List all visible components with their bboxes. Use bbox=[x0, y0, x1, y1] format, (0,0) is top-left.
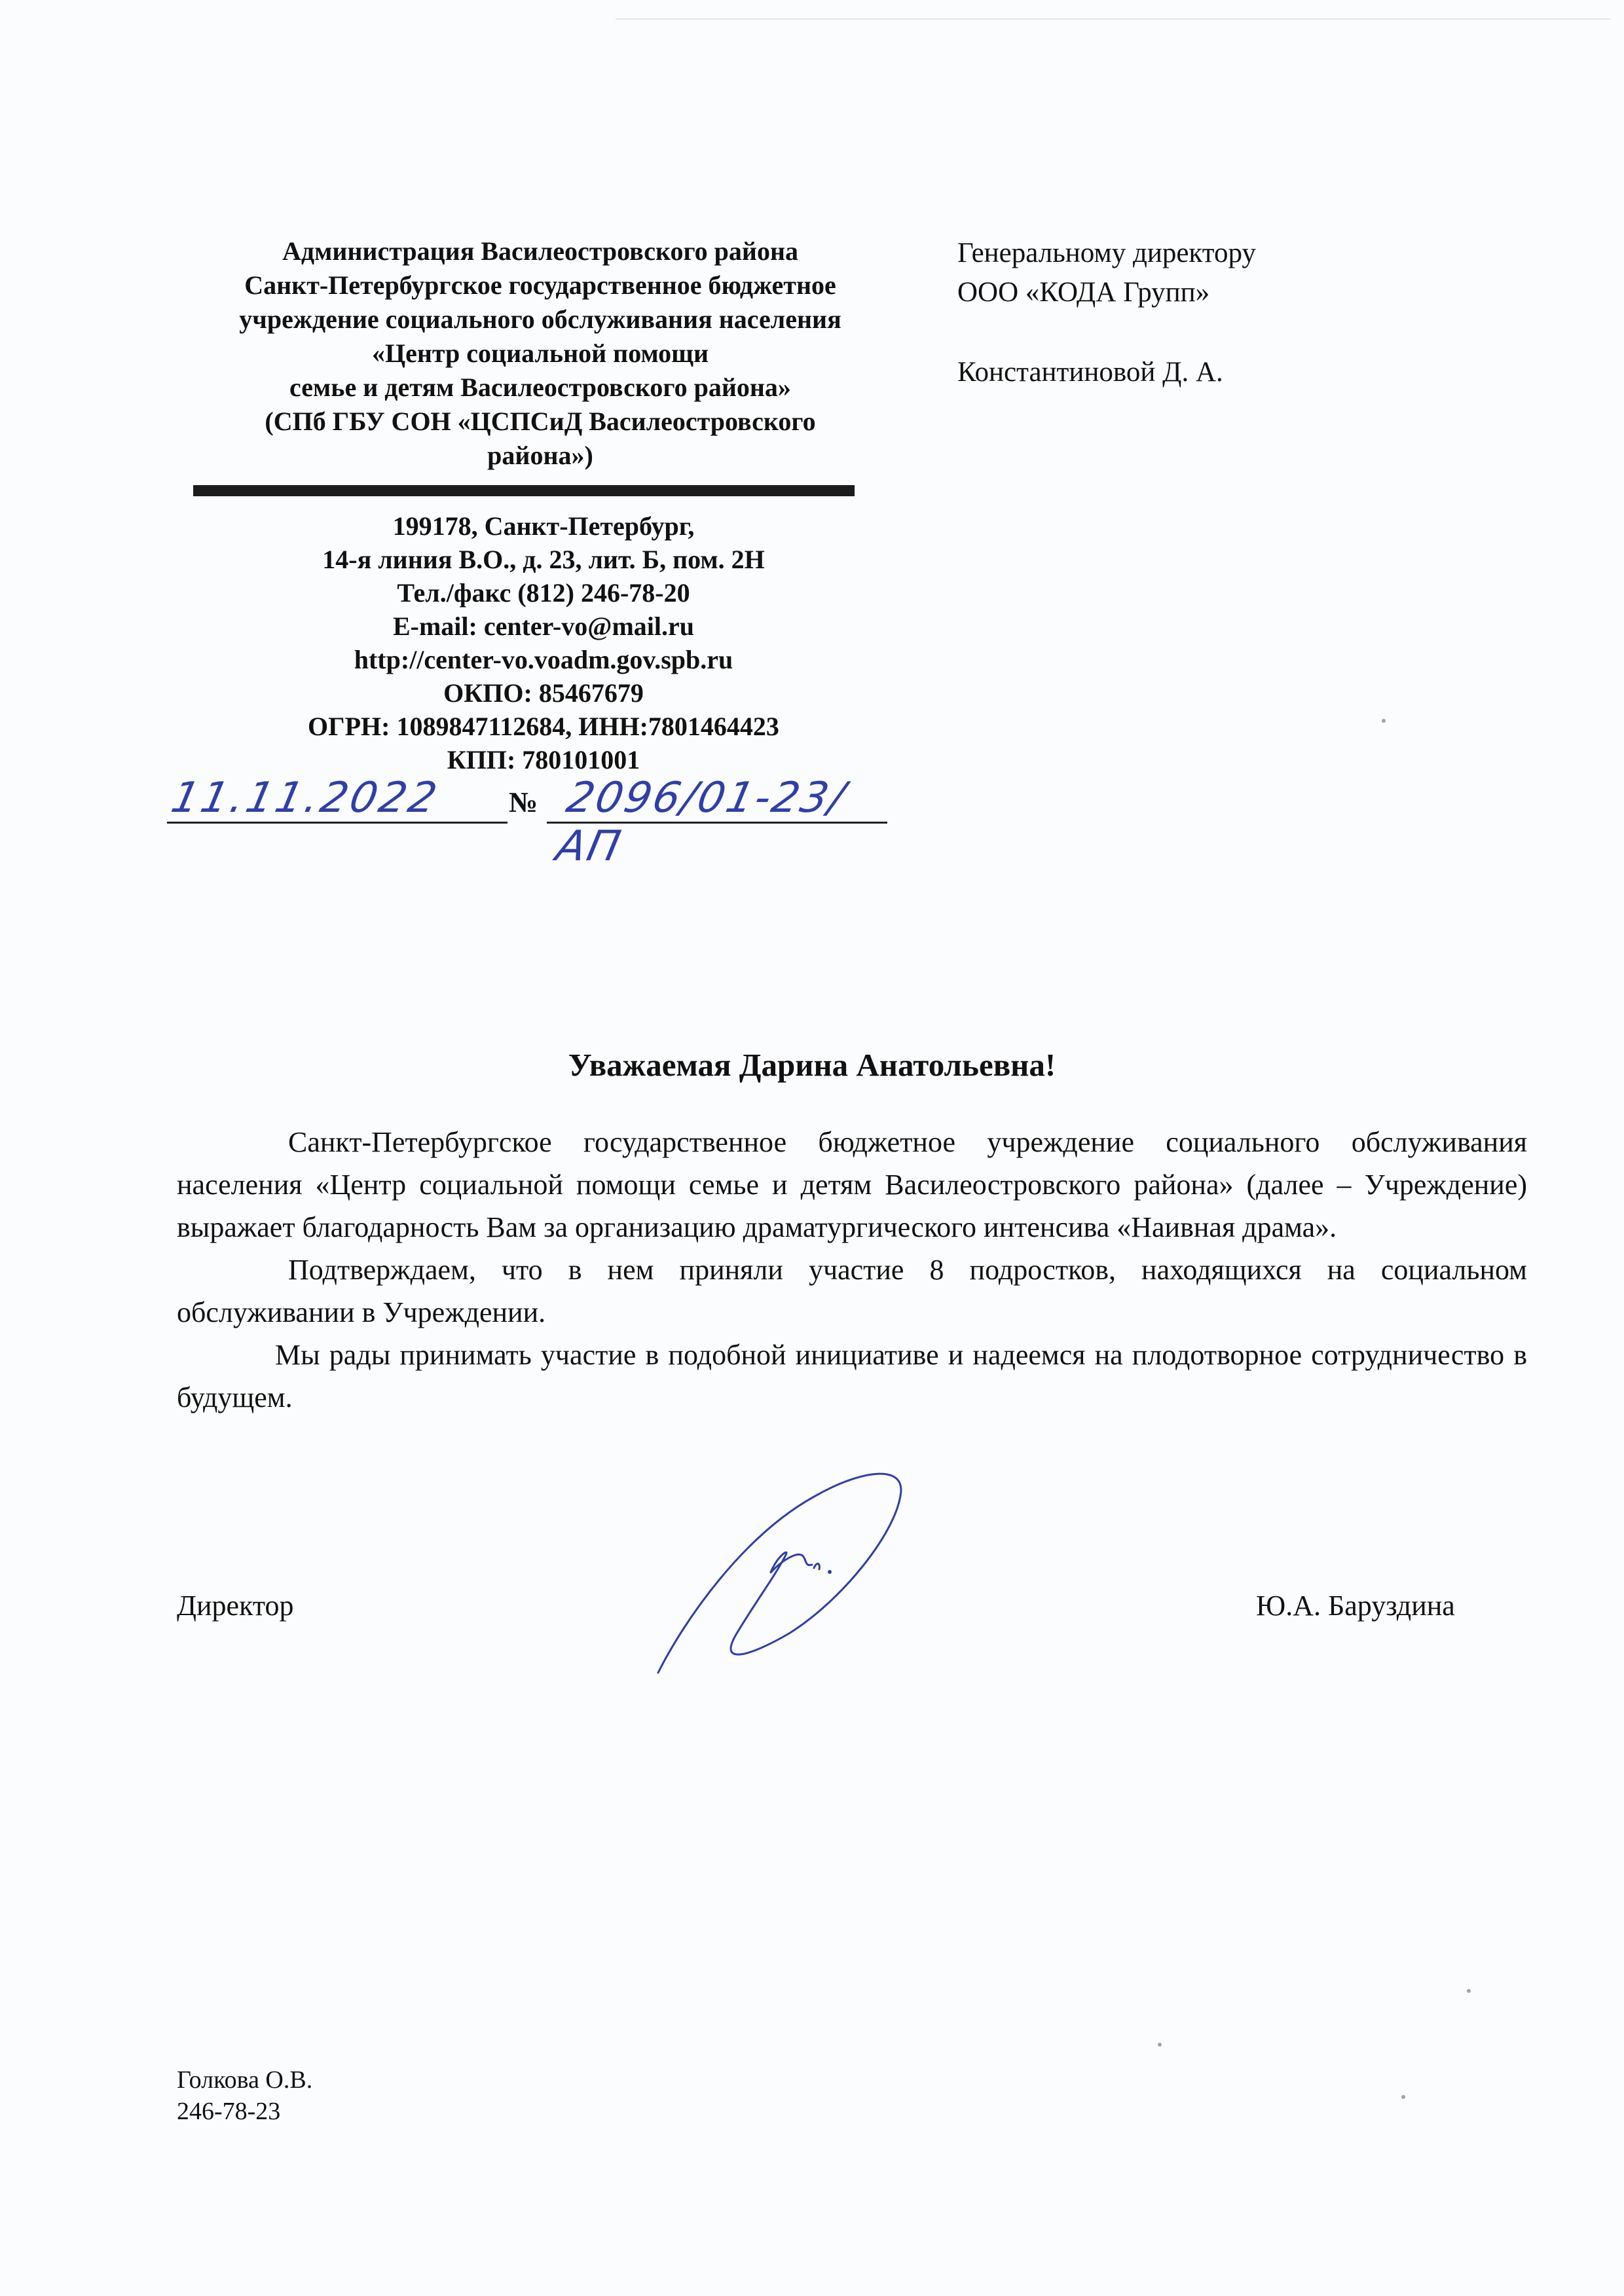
letterhead-line: учреждение социального обслуживания населения bbox=[239, 304, 841, 334]
contact-line: КПП: 780101001 bbox=[447, 745, 640, 774]
letterhead-line: «Центр социальной помощи bbox=[371, 338, 709, 368]
scan-speck bbox=[1401, 2095, 1405, 2099]
recipient-company: ООО «КОДА Групп» bbox=[957, 277, 1210, 308]
recipient-block bbox=[957, 234, 1376, 392]
scan-speck bbox=[1382, 719, 1386, 723]
handwritten-signature bbox=[645, 1457, 946, 1705]
contact-line: http://center-vo.voadm.gov.spb.ru bbox=[354, 645, 733, 674]
scan-edge-line bbox=[616, 18, 1611, 20]
body-paragraph: Санкт-Петербургское государственное бюджетное учреждение социального обслуживания населения «Центр социальной помощи семье и детям Василеостровского района» (далее – Учреждение) выражает благодарность Вам за организацию драматургического интенсива «Наивная драма». bbox=[177, 1126, 1527, 1243]
letter-body bbox=[177, 1121, 1527, 1419]
greeting: Уважаемая Дарина Анатольевна! bbox=[568, 1047, 1056, 1083]
executor-name: Голкова О.В. bbox=[177, 2066, 313, 2094]
recipient-position: Генеральному директору bbox=[957, 238, 1256, 268]
letterhead-divider bbox=[193, 485, 855, 496]
executor-phone: 246-78-23 bbox=[177, 2098, 281, 2125]
contact-line: E-mail: center-vo@mail.ru bbox=[392, 611, 695, 641]
number-sign: № bbox=[509, 786, 538, 818]
contact-line: 14-я линия В.О., д. 23, лит. Б, пом. 2Н bbox=[322, 545, 765, 574]
registration-line bbox=[167, 771, 887, 871]
body-paragraph: Подтверждаем, что в нем приняли участие 8 подростков, находящихся на социальном обслуживании в Учреждении. bbox=[177, 1254, 1527, 1328]
letterhead-line: района») bbox=[487, 441, 593, 470]
letterhead-line: семье и детям Василеостровского района» bbox=[289, 373, 791, 402]
body-paragraph: Мы рады принимать участие в подобной инициативе и надеемся на плодотворное сотрудничество в будущем. bbox=[177, 1339, 1527, 1413]
executor-block bbox=[177, 2064, 312, 2127]
contact-line: ОКПО: 85467679 bbox=[443, 678, 644, 708]
contact-line: ОГРН: 1089847112684, ИНН:7801464423 bbox=[308, 712, 779, 741]
contact-line: Тел./факс (812) 246-78-20 bbox=[397, 578, 690, 608]
contact-line: 199178, Санкт-Петербург, bbox=[392, 511, 695, 541]
scan-speck bbox=[1158, 2043, 1162, 2047]
scan-speck bbox=[1467, 1989, 1471, 1993]
letterhead-line: (СПб ГБУ СОН «ЦСПСиД Василеостровского bbox=[265, 407, 816, 436]
letterhead-line: Администрация Василеостровского района bbox=[282, 236, 799, 266]
signatory-name: Ю.А. Баруздина bbox=[1256, 1590, 1455, 1622]
letterhead bbox=[177, 234, 904, 473]
letterhead-line: Санкт-Петербургское государственное бюджетное bbox=[244, 270, 836, 300]
recipient-name: Константиновой Д. А. bbox=[957, 357, 1223, 388]
signatory-title: Директор bbox=[177, 1590, 294, 1622]
registration-date: 11.11.2022 bbox=[167, 774, 444, 822]
organization-contacts bbox=[216, 509, 871, 776]
registration-number: 2096/01-23/АП bbox=[552, 774, 851, 871]
